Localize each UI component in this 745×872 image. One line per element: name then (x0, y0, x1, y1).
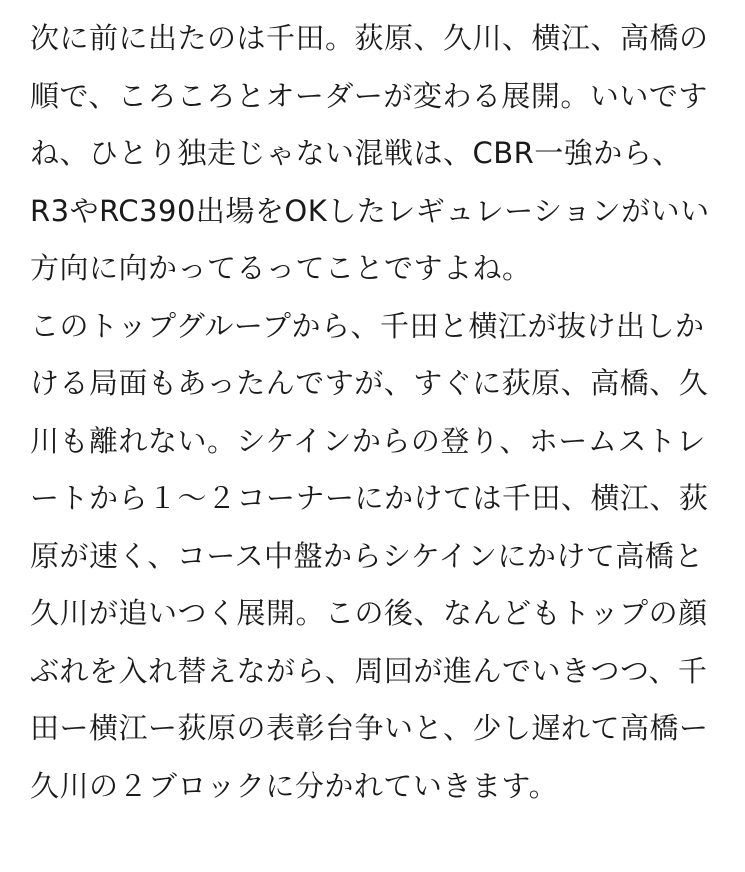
text-line: 久川が追いつく展開。この後、なんどもトップの顔 (30, 596, 708, 630)
text-line: 原が速く、コース中盤からシケインにかけて高橋と (30, 538, 704, 573)
article-body (30, 10, 730, 815)
paragraph-1 (30, 10, 730, 298)
text-line: ね、ひとり独走じゃない混戦は、CBR一強から、 (30, 136, 682, 170)
text-line: ートから１〜２コーナーにかけては千田、横江、荻 (30, 481, 709, 515)
text-line: このトップグループから、千田と横江が抜け出しか (30, 308, 705, 343)
text-line: 次に前に出たのは千田。荻原、久川、横江、高橋の (30, 21, 709, 55)
text-line: R3やRC390出場をOKしたレギュレーションがいい (30, 193, 710, 228)
text-line: 久川の２ブロックに分かれていきます。 (30, 768, 559, 803)
paragraph-2 (30, 298, 730, 816)
text-line: 田ー横江ー荻原の表彰台争いと、少し遅れて高橋ー (30, 711, 709, 745)
text-line: ぶれを入れ替えながら、周回が進んでいきつつ、千 (30, 653, 708, 688)
text-line: 順で、ころころとオーダーが変わる展開。いいです (30, 78, 708, 113)
text-line: 方向に向かってるってことですよね。 (30, 251, 532, 285)
text-line: ける局面もあったんですが、すぐに荻原、高橋、久 (30, 366, 709, 400)
text-line: 川も離れない。シケインからの登り、ホームストレ (30, 423, 706, 458)
